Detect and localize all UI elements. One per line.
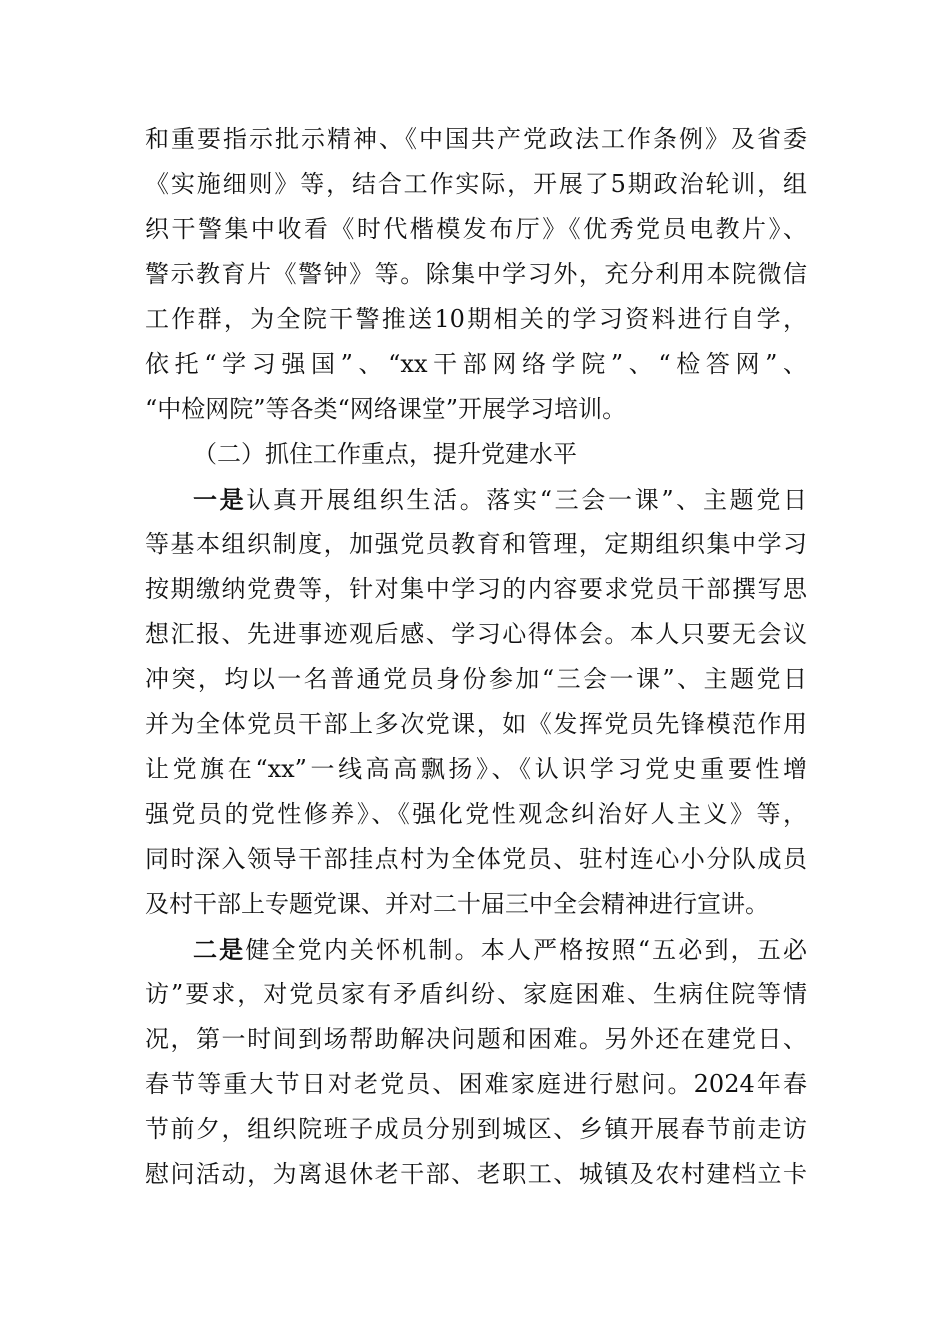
paragraph-study-training (145, 117, 807, 432)
text-line: 强党员的党性修养》、《强化党性观念纠治好人主义》等， (145, 800, 807, 828)
text-line: 况，第一时间到场帮助解决问题和困难。另外还在建党日、 (145, 1025, 807, 1053)
section-heading: （二）抓住工作重点，提升党建水平 (193, 440, 577, 468)
text-line: 冲突，均以一名普通党员身份参加“三会一课”、主题党日 (145, 665, 807, 693)
text-line: 节前夕，组织院班子成员分别到城区、乡镇开展春节前走访 (145, 1115, 807, 1143)
paragraph-organization-life (145, 477, 807, 927)
text-span: 认真开展组织生活。落实“三会一课”、主题党日 (246, 486, 807, 514)
text-line: 并为全体党员干部上多次党课，如《发挥党员先锋模范作用 (145, 710, 807, 738)
text-line: 让党旗在“xx”一线高高飘扬》、《认识学习党史重要性增 (145, 755, 807, 783)
text-span: 健全党内关怀机制。本人严格按照“五必到，五必 (245, 936, 807, 964)
text-line: 及村干部上专题党课、并对二十届三中全会精神进行宣讲。 (145, 890, 769, 918)
paragraph-lead: 二是 (193, 935, 246, 964)
text-line: 等基本组织制度，加强党员教育和管理，定期组织集中学习 (145, 530, 807, 558)
text-line: 春节等重大节日对老党员、困难家庭进行慰问。2024年春 (145, 1070, 807, 1098)
text-line: 和重要指示批示精神、《中国共产党政法工作条例》及省委 (145, 125, 807, 153)
text-line: “中检网院”等各类“网络课堂”开展学习培训。 (145, 395, 627, 423)
text-line (145, 927, 807, 972)
paragraph-lead: 一是 (193, 485, 247, 514)
text-line: 依托“学习强国”、“xx干部网络学院”、“检答网”、 (145, 350, 807, 378)
text-line (145, 477, 807, 522)
text-line: 工作群，为全院干警推送10期相关的学习资料进行自学， (145, 305, 807, 333)
text-line: 同时深入领导干部挂点村为全体党员、驻村连心小分队成员 (145, 845, 807, 873)
text-line: 按期缴纳党费等，针对集中学习的内容要求党员干部撰写思 (145, 575, 807, 603)
document-page (145, 117, 807, 1197)
paragraph-party-care (145, 927, 807, 1197)
text-line: 《实施细则》等，结合工作实际，开展了5期政治轮训，组 (145, 170, 807, 198)
text-line: 警示教育片《警钟》等。除集中学习外，充分利用本院微信 (145, 260, 807, 288)
text-line: 慰问活动，为离退休老干部、老职工、城镇及农村建档立卡 (145, 1160, 807, 1188)
text-line: 访”要求，对党员家有矛盾纠纷、家庭困难、生病住院等情 (145, 980, 807, 1008)
text-line: 织干警集中收看《时代楷模发布厅》《优秀党员电教片》、 (145, 215, 807, 243)
text-line: 想汇报、先进事迹观后感、学习心得体会。本人只要无会议 (145, 620, 807, 648)
